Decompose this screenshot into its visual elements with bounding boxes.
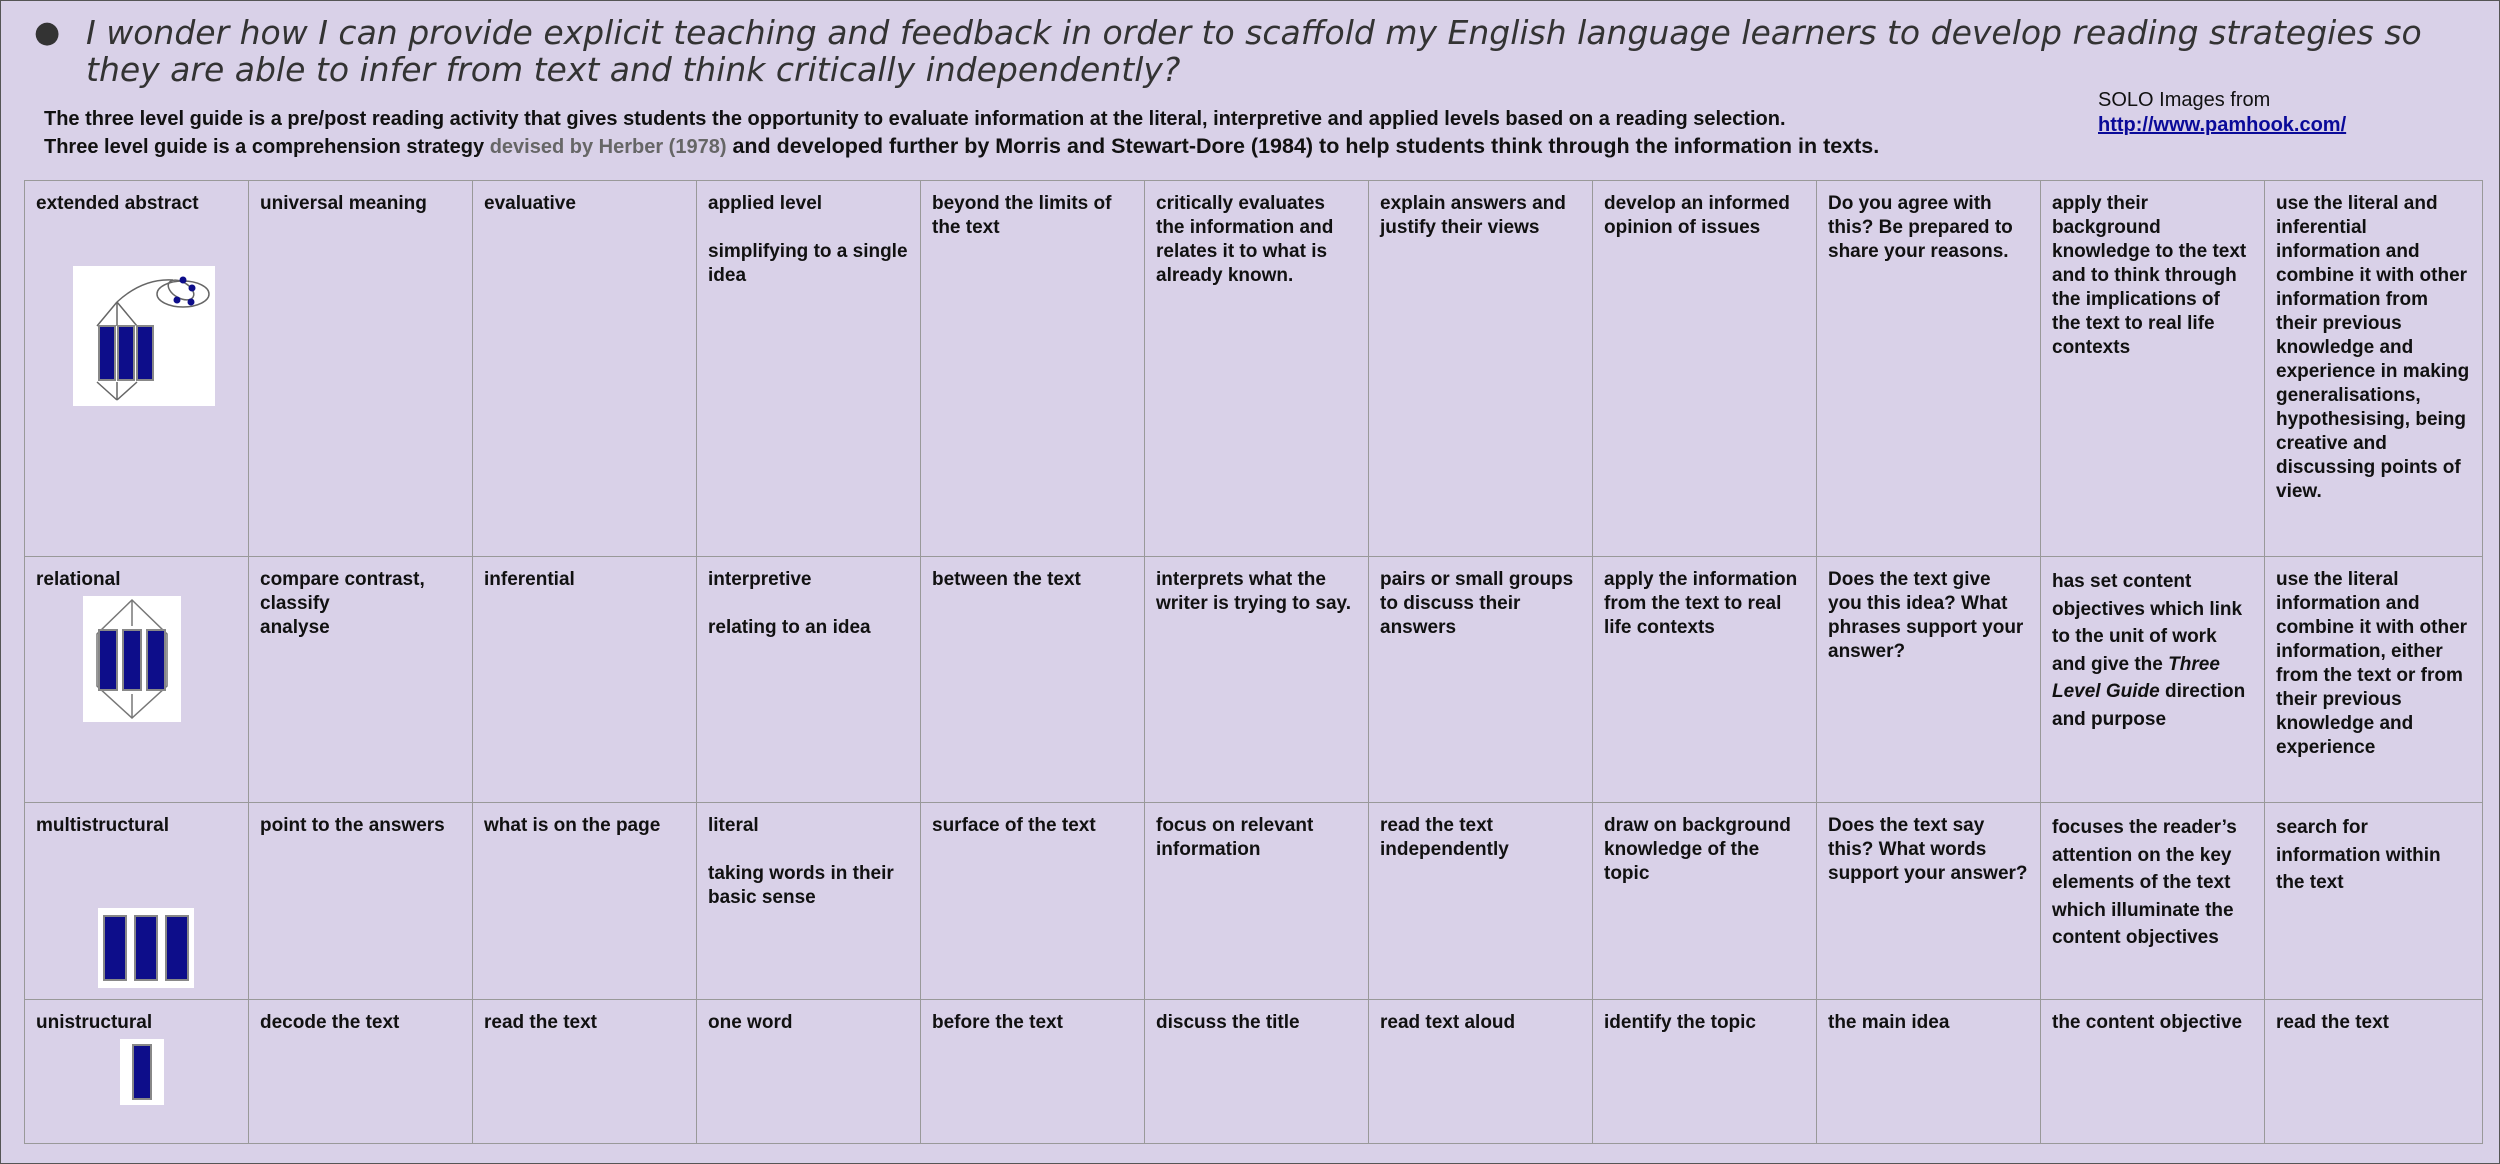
table-cell: interpretive relating to an idea [697, 557, 921, 803]
table-cell: critically evaluates the information and relates it to what is already known. [1145, 181, 1369, 557]
table-cell: apply the information from the text to real life contexts [1593, 557, 1817, 803]
three-level-guide-title: Three Level Guide [2052, 653, 2220, 702]
solo-credit-label: SOLO Images from [2098, 89, 2271, 111]
table-cell: use the literal and inferential information and combine it with other information from their previous knowledge and experience in making generalisations, hypothesising, being creative and discussing points of view. [2265, 181, 2483, 557]
table-cell: decode the text [249, 1000, 473, 1144]
table-cell: one word [697, 1000, 921, 1144]
table-cell: universal meaning [249, 181, 473, 557]
intro-line-2-start: Three level guide is a comprehension strategy [44, 136, 490, 158]
table-cell [25, 1000, 249, 1144]
table-cell: use the literal information and combine it with other information, either from the text or from their previous knowledge and experience [2265, 557, 2483, 803]
solo-level-label: extended abstract [36, 193, 199, 214]
table-cell: literal taking words in their basic sense [697, 803, 921, 1000]
table-cell: applied level simplifying to a single idea [697, 181, 921, 557]
intro-line-2 [44, 133, 2084, 161]
table-row [25, 1000, 2483, 1144]
inquiry-question [34, 14, 2474, 88]
table-cell: develop an informed opinion of issues [1593, 181, 1817, 557]
table-cell: focuses the reader’s attention on the key elements of the text which illuminate the content objectives [2041, 803, 2265, 1000]
table-cell: identify the topic [1593, 1000, 1817, 1144]
table-cell: search for information within the text [2265, 803, 2483, 1000]
table-cell: read the text independently [1369, 803, 1593, 1000]
three-level-guide-table [24, 180, 2483, 1144]
solo-unistructural-icon [120, 1039, 164, 1105]
solo-level-label: multistructural [36, 815, 170, 836]
table-cell: focus on relevant information [1145, 803, 1369, 1000]
table-cell: Does the text give you this idea? What phrases support your answer? [1817, 557, 2041, 803]
table-cell: surface of the text [921, 803, 1145, 1000]
table-cell: between the text [921, 557, 1145, 803]
table-cell [2041, 557, 2265, 803]
table-cell: read text aloud [1369, 1000, 1593, 1144]
bullet-icon: ● [34, 15, 61, 50]
table-cell: discuss the title [1145, 1000, 1369, 1144]
table-cell: the content objective [2041, 1000, 2265, 1144]
table-row [25, 803, 2483, 1000]
table-cell [25, 557, 249, 803]
solo-level-label: relational [36, 569, 121, 590]
table-row [25, 557, 2483, 803]
table-row [25, 181, 2483, 557]
table-cell: explain answers and justify their views [1369, 181, 1593, 557]
table-cell: before the text [921, 1000, 1145, 1144]
table-cell: evaluative [473, 181, 697, 557]
table-cell: what is on the page [473, 803, 697, 1000]
table-cell: interprets what the writer is trying to say. [1145, 557, 1369, 803]
pamhook-link[interactable]: http://www.pamhook.com/ [2098, 114, 2347, 136]
table-cell [25, 181, 249, 557]
table-cell: draw on background knowledge of the topic [1593, 803, 1817, 1000]
question-text: I wonder how I can provide explicit teaching and feedback in order to scaffold my English language learners to develop reading strategies so they are able to infer from text and think critically independently? [86, 13, 2422, 89]
solo-relational-icon [83, 596, 181, 722]
table-cell: read the text [473, 1000, 697, 1144]
table-cell: read the text [2265, 1000, 2483, 1144]
table-cell: pairs or small groups to discuss their answers [1369, 557, 1593, 803]
c10-start: has set content objectives which link to the unit of work and give the [2052, 571, 2243, 675]
intro-line-2-end: and developed further by Morris and Stewart-Dore (1984) to help students think through the information in texts. [726, 134, 1880, 158]
intro-text [44, 106, 2084, 161]
table-cell: compare contrast, classify analyse [249, 557, 473, 803]
solo-multistructural-icon [98, 908, 194, 988]
c10-end: direction and purpose [2052, 681, 2246, 730]
solo-extended-abstract-icon [73, 266, 215, 406]
table-cell: Do you agree with this? Be prepared to share your reasons. [1817, 181, 2041, 557]
table-cell [25, 803, 249, 1000]
table-cell: apply their background knowledge to the text and to think through the implications of the text to real life contexts [2041, 181, 2265, 557]
intro-line-1: The three level guide is a pre/post reading activity that gives students the opportunity to evaluate information at the literal, interpretive and applied levels based on a reading selection. [44, 108, 1786, 130]
solo-level-label: unistructural [36, 1012, 153, 1033]
table-cell: Does the text say this? What words support your answer? [1817, 803, 2041, 1000]
solo-credit [2098, 88, 2346, 138]
intro-herber-citation: devised by Herber (1978) [489, 136, 727, 158]
table-cell: beyond the limits of the text [921, 181, 1145, 557]
table-cell: the main idea [1817, 1000, 2041, 1144]
table-cell: inferential [473, 557, 697, 803]
table-cell: point to the answers [249, 803, 473, 1000]
